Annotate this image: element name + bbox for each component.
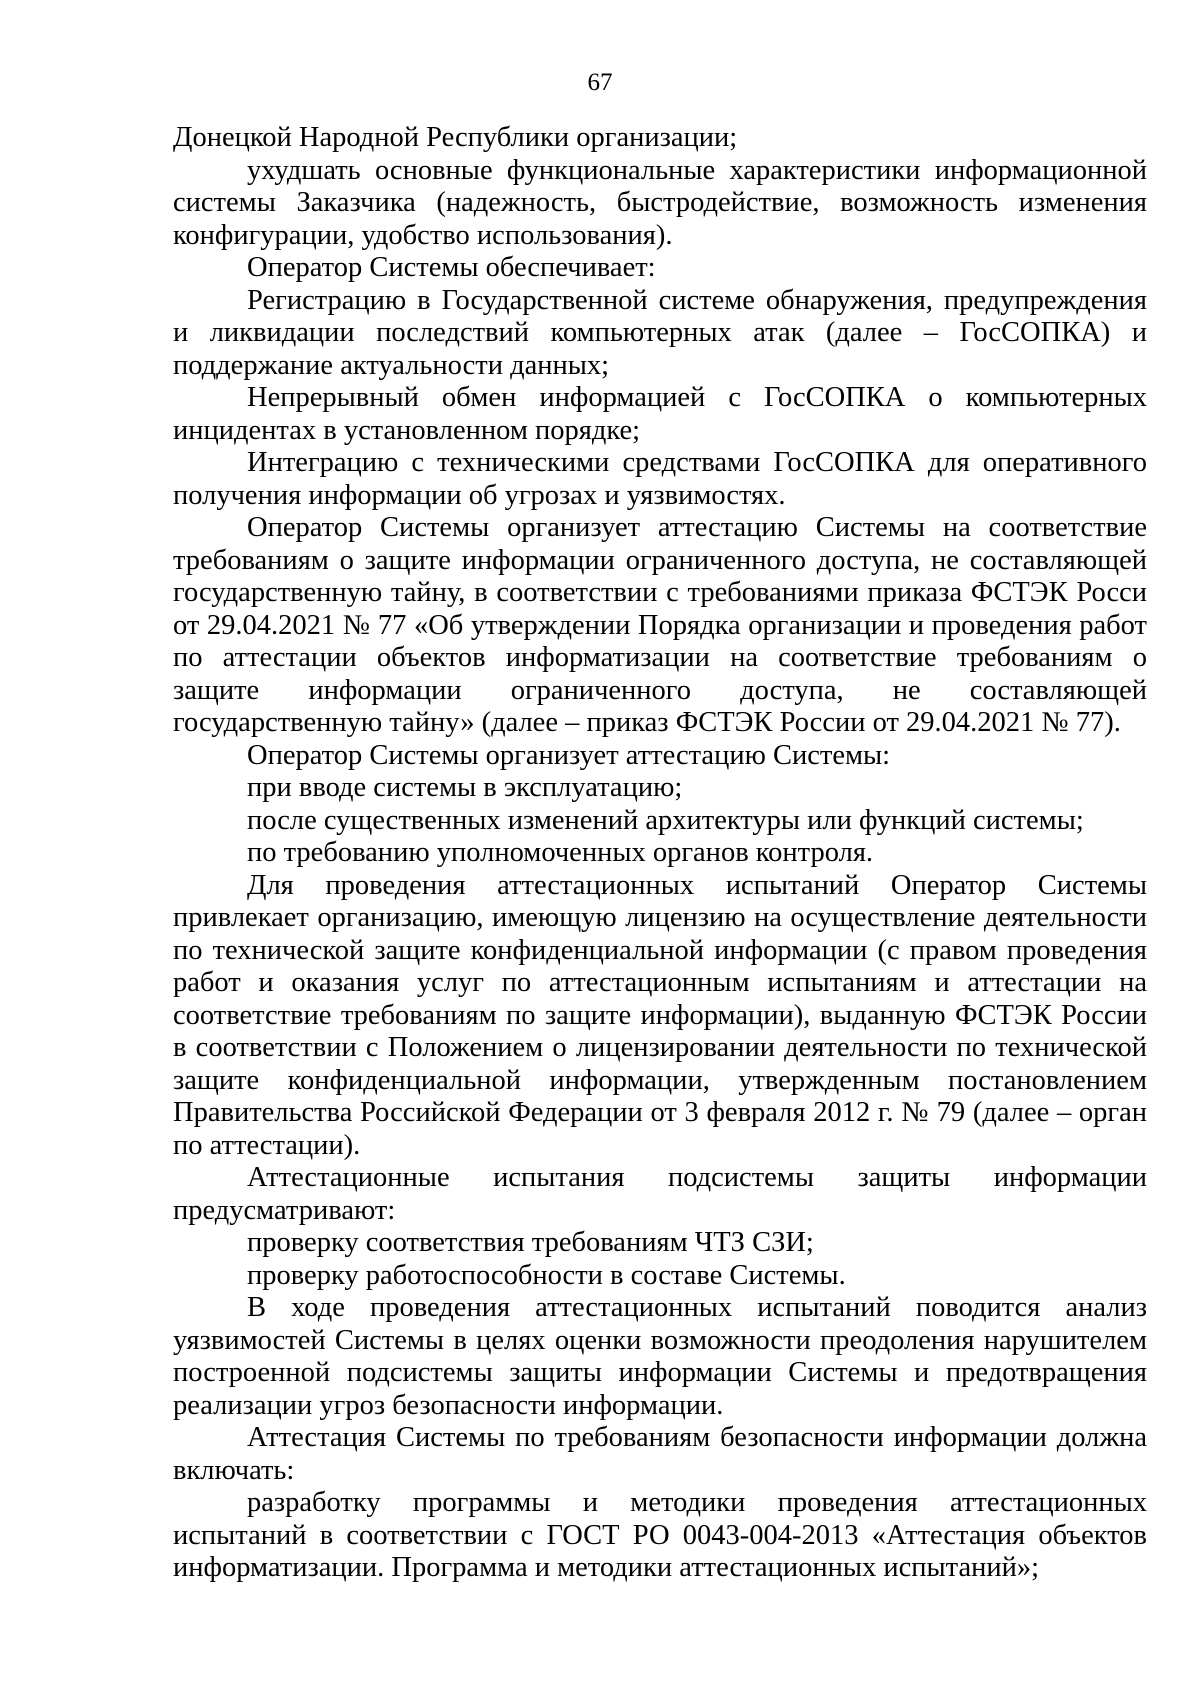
list-item: по требованию уполномоченных органов контроля. xyxy=(247,837,874,868)
paragraph: Для проведения аттестационных испытаний Оператор Системы привлекает организацию, имеющую лицензию на осуществление деятельности по технической защите конфиденциальной информации (с правом проведения работ и оказания услуг по аттестационным испытаниям и аттестации на соответствие требованиям по защите информации), выданную ФСТЭК России в соответствии с Положением о лицензировании деятельности по технической защите конфиденциальной информации, утвержденным постановлением Правительства Российской Федерации от 3 февраля 2012 г. № 79 (далее – орган по аттестации). xyxy=(173,869,1147,1161)
list-item: проверку соответствия требованиям ЧТЗ СЗИ; xyxy=(247,1227,814,1258)
document-body xyxy=(173,122,1147,1585)
paragraph: Аттестация Системы по требованиям безопасности информации должна включать: xyxy=(173,1422,1147,1486)
paragraph: Непрерывный обмен информацией с ГосСОПКА о компьютерных инцидентах в установленном порядке; xyxy=(173,382,1147,446)
page-number: 67 xyxy=(587,69,613,96)
paragraph: Регистрацию в Государственной системе обнаружения, предупреждения и ликвидации последствий компьютерных атак (далее – ГосСОПКА) и поддержание актуальности данных; xyxy=(173,284,1147,381)
paragraph: Аттестационные испытания подсистемы защиты информации предусматривают: xyxy=(173,1162,1147,1226)
paragraph: Оператор Системы организует аттестацию Системы на соответствие требованиям о защите информации ограниченного доступа, не составляющей государственную тайну, в соответствии с требованиями приказа ФСТЭК Росси от 29.04.2021 № 77 «Об утверждении Порядка организации и проведения работ по аттестации объектов информатизации на соответствие требованиям о защите информации ограниченного доступа, не составляющей государственную тайну» (далее – приказ ФСТЭК России от 29.04.2021 № 77). xyxy=(173,512,1147,738)
list-item: разработку программы и методики проведения аттестационных испытаний в соответствии с ГОСТ РО 0043-004-2013 «Аттестация объектов информатизации. Программа и методики аттестационных испытаний»; xyxy=(173,1487,1147,1583)
paragraph: Интеграцию с техническими средствами ГосСОПКА для оперативного получения информации об угрозах и уязвимостях. xyxy=(173,447,1147,511)
list-item: после существенных изменений архитектуры или функций системы; xyxy=(247,804,1084,836)
list-item: при вводе системы в эксплуатацию; xyxy=(247,772,683,803)
list-item: проверку работоспособности в составе Системы. xyxy=(247,1259,846,1291)
paragraph: Донецкой Народной Республики организации; xyxy=(173,122,738,153)
paragraph: Оператор Системы обеспечивает: xyxy=(247,252,656,283)
paragraph: ухудшать основные функциональные характеристики информационной системы Заказчика (надежность, быстродействие, возможность изменения конфигурации, удобство использования). xyxy=(173,154,1147,251)
paragraph: Оператор Системы организует аттестацию Системы: xyxy=(247,739,891,771)
paragraph: В ходе проведения аттестационных испытаний поводится анализ уязвимостей Системы в целях оценки возможности преодоления нарушителем построенной подсистемы защиты информации Системы и предотвращения реализации угроз безопасности информации. xyxy=(173,1292,1147,1421)
